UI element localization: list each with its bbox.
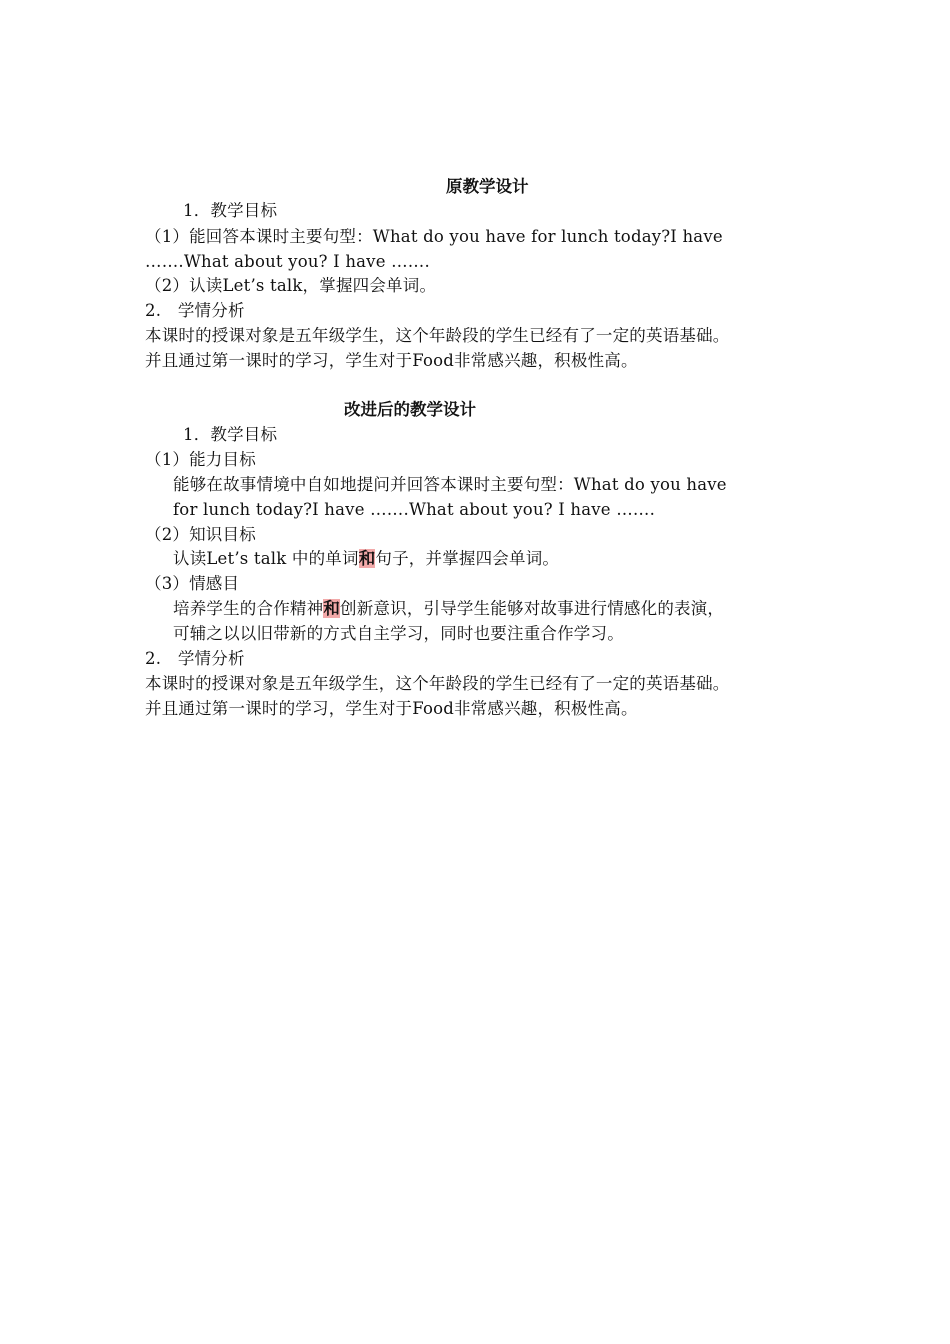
- improved-analysis-heading: 2. 学情分析: [145, 649, 245, 668]
- original-title: 原教学设计: [446, 177, 529, 196]
- knowledge-highlight: 和: [358, 549, 376, 568]
- knowledge-line: [173, 547, 559, 571]
- knowledge-text-post: 句子，并掌握四会单词。: [375, 549, 560, 568]
- original-analysis-heading: 2. 学情分析: [145, 301, 245, 320]
- original-analysis-line2: 并且通过第一课时的学习，学生对于Food非常感兴趣，积极性高。: [145, 351, 638, 370]
- ability-line1: 能够在故事情境中自如地提问并回答本课时主要句型：What do you have: [173, 475, 727, 494]
- emotion-line2: 可辅之以以旧带新的方式自主学习，同时也要注重合作学习。: [173, 624, 624, 643]
- original-analysis-line1: 本课时的授课对象是五年级学生，这个年龄段的学生已经有了一定的英语基础。: [145, 326, 730, 345]
- improved-analysis-line2: 并且通过第一课时的学习，学生对于Food非常感兴趣，积极性高。: [145, 699, 638, 718]
- ability-line2: for lunch today?I have …….What about you? I have …….: [173, 500, 656, 519]
- original-goal-2: （2）认读Let’s talk，掌握四会单词。: [145, 276, 437, 295]
- original-goal-1-line2: …….What about you? I have …….: [145, 252, 430, 271]
- original-goal-1-line1: （1）能回答本课时主要句型：What do you have for lunch today?I have: [145, 227, 723, 246]
- emotion-text-pre: 培养学生的合作精神: [173, 599, 324, 618]
- knowledge-heading: （2）知识目标: [145, 525, 256, 544]
- improved-analysis-line1: 本课时的授课对象是五年级学生，这个年龄段的学生已经有了一定的英语基础。: [145, 674, 730, 693]
- emotion-line1: [173, 597, 724, 621]
- emotion-highlight: 和: [323, 599, 341, 618]
- original-goal-heading: 1．教学目标: [183, 201, 278, 220]
- ability-heading: （1）能力目标: [145, 450, 256, 469]
- improved-goal-heading: 1．教学目标: [183, 425, 278, 444]
- improved-title: 改进后的教学设计: [344, 400, 476, 419]
- emotion-text-post: 创新意识，引导学生能够对故事进行情感化的表演，: [340, 599, 725, 618]
- knowledge-text-pre: 认读Let’s talk 中的单词: [173, 549, 359, 568]
- emotion-heading: （3）情感目: [145, 574, 240, 593]
